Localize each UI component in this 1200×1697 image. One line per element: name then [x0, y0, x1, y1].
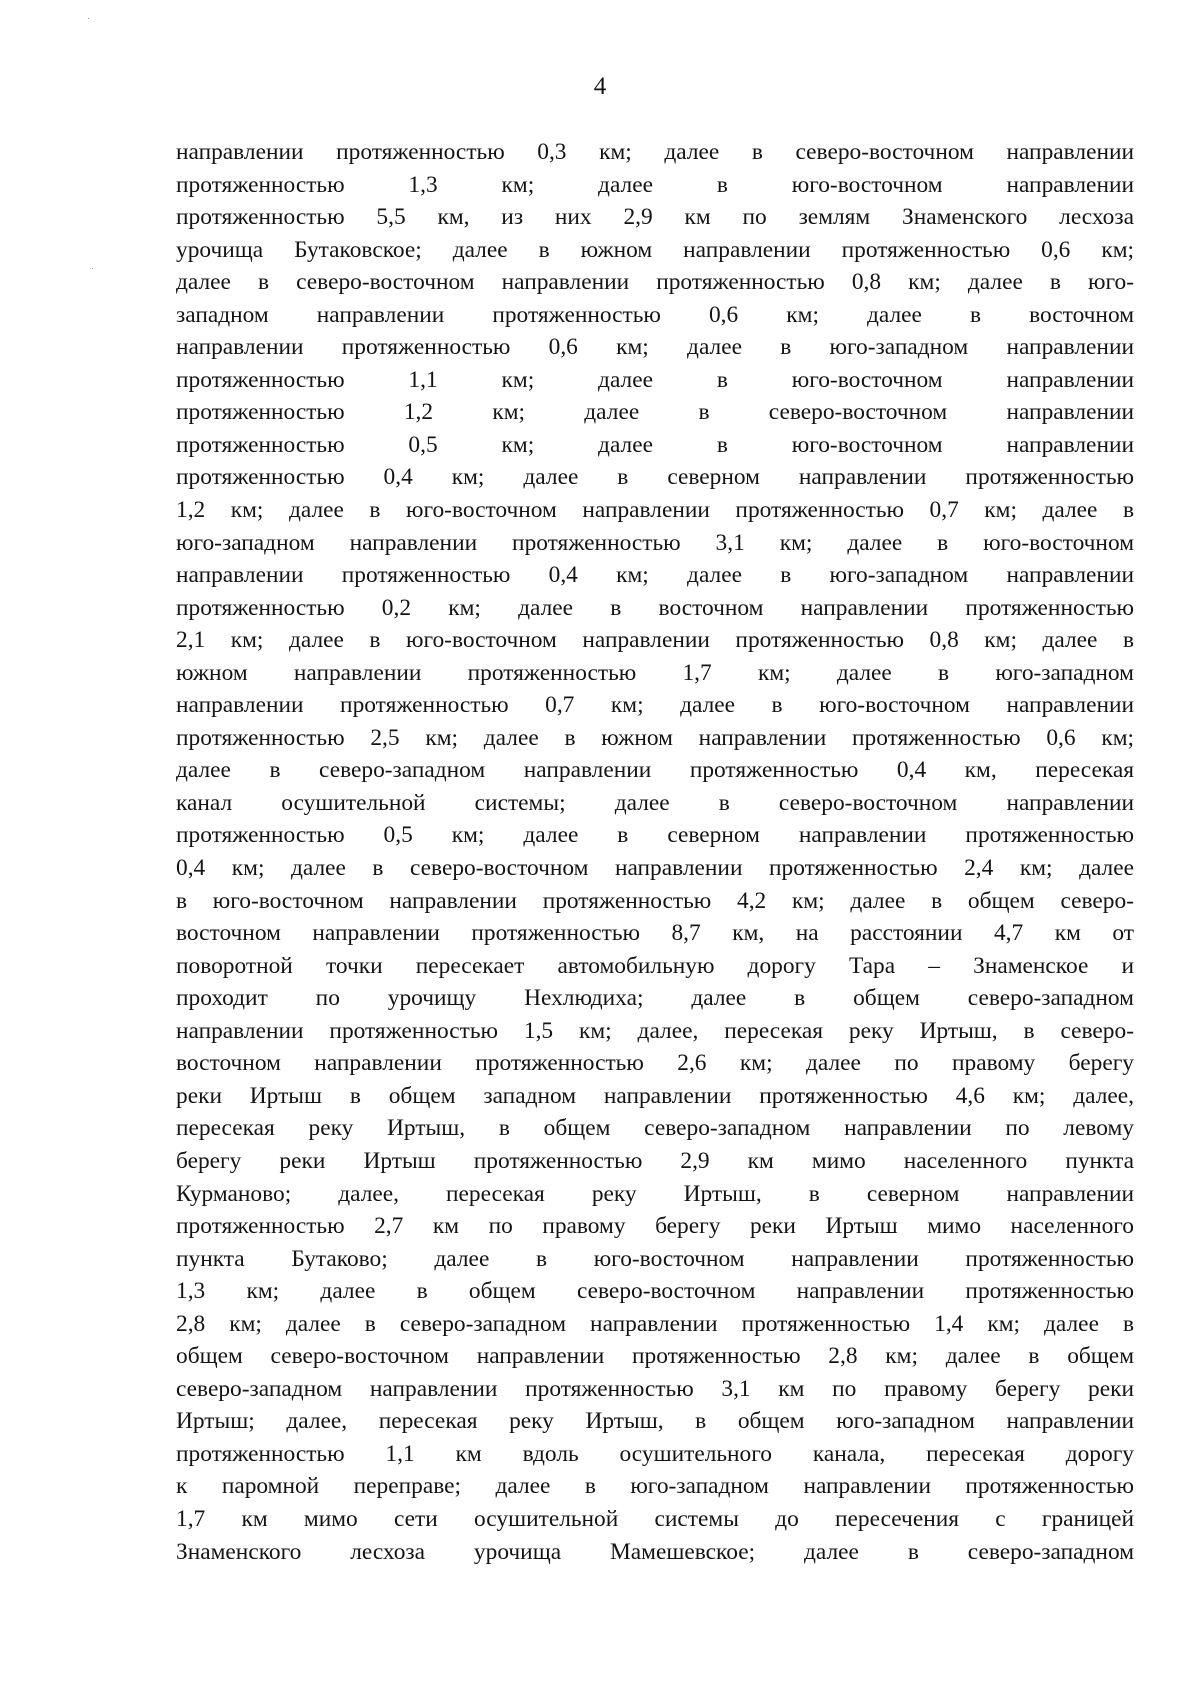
scan-speck	[92, 268, 93, 269]
text-line: берегу реки Иртыш протяженностью 2,9 км мимо населенного пункта	[176, 1147, 1134, 1174]
text-line: протяженностью 0,5 км; далее в северном направлении протяженностью	[176, 822, 1134, 849]
text-line: восточном направлении протяженностью 2,6 км; далее по правому берегу	[176, 1050, 1134, 1077]
text-line: направлении протяженностью 0,7 км; далее в юго-восточном направлении	[176, 692, 1134, 719]
scan-speck	[88, 18, 89, 19]
text-line: протяженностью 1,2 км; далее в северо-восточном направлении	[176, 399, 1134, 426]
text-line: протяженностью 0,4 км; далее в северном направлении протяженностью	[176, 464, 1134, 491]
text-line: юго-западном направлении протяженностью 3,1 км; далее в юго-восточном	[176, 529, 1134, 556]
text-line: Курманово; далее, пересекая реку Иртыш, в северном направлении	[176, 1180, 1134, 1207]
text-line: проходит по урочищу Нехлюдиха; далее в общем северо-западном	[176, 985, 1134, 1012]
text-line: направлении протяженностью 1,5 км; далее, пересекая реку Иртыш, в северо-	[176, 1017, 1134, 1044]
text-line: восточном направлении протяженностью 8,7 км, на расстоянии 4,7 км от	[176, 920, 1134, 947]
text-line: канал осушительной системы; далее в северо-восточном направлении	[176, 789, 1134, 816]
text-line: 1,3 км; далее в общем северо-восточном направлении протяженностью	[176, 1278, 1134, 1305]
text-line: северо-западном направлении протяженностью 3,1 км по правому берегу реки	[176, 1375, 1134, 1402]
text-line: направлении протяженностью 0,6 км; далее в юго-западном направлении	[176, 334, 1134, 361]
text-line: далее в северо-западном направлении протяженностью 0,4 км, пересекая	[176, 757, 1134, 784]
text-line: протяженностью 1,1 км; далее в юго-восточном направлении	[176, 366, 1134, 393]
text-line: направлении протяженностью 0,3 км; далее в северо-восточном направлении	[176, 139, 1134, 165]
text-line: 2,1 км; далее в юго-восточном направлении протяженностью 0,8 км; далее в	[176, 627, 1134, 654]
text-line: 0,4 км; далее в северо-восточном направлении протяженностью 2,4 км; далее	[176, 855, 1134, 882]
text-line: протяженностью 2,7 км по правому берегу реки Иртыш мимо населенного	[176, 1213, 1134, 1240]
body-text	[176, 136, 1134, 1568]
text-line: западном направлении протяженностью 0,6 км; далее в восточном	[176, 301, 1134, 328]
text-line: 1,2 км; далее в юго-восточном направлении протяженностью 0,7 км; далее в	[176, 497, 1134, 524]
text-line: к паромной переправе; далее в юго-западном направлении протяженностью	[176, 1473, 1134, 1500]
text-line: общем северо-восточном направлении протяженностью 2,8 км; далее в общем	[176, 1343, 1134, 1370]
text-line: протяженностью 2,5 км; далее в южном направлении протяженностью 0,6 км;	[176, 724, 1134, 751]
text-line: 1,7 км мимо сети осушительной системы до пересечения с границей	[176, 1505, 1134, 1532]
text-line: протяженностью 0,2 км; далее в восточном направлении протяженностью	[176, 594, 1134, 621]
text-line: поворотной точки пересекает автомобильную дорогу Тара – Знаменское и	[176, 952, 1134, 979]
text-line: далее в северо-восточном направлении протяженностью 0,8 км; далее в юго-	[176, 269, 1134, 296]
page-number: 4	[593, 73, 607, 100]
text-line: Иртыш; далее, пересекая реку Иртыш, в общем юго-западном направлении	[176, 1408, 1134, 1435]
text-line: Знаменского лесхоза урочища Мамешевское; далее в северо-западном	[176, 1538, 1134, 1565]
text-line: урочища Бутаковское; далее в южном направлении протяженностью 0,6 км;	[176, 236, 1134, 263]
text-line: реки Иртыш в общем западном направлении протяженностью 4,6 км; далее,	[176, 1082, 1134, 1109]
text-line: протяженностью 5,5 км, из них 2,9 км по землям Знаменского лесхоза	[176, 204, 1134, 231]
text-line: направлении протяженностью 0,4 км; далее в юго-западном направлении	[176, 562, 1134, 589]
text-line: пересекая реку Иртыш, в общем северо-западном направлении по левому	[176, 1115, 1134, 1142]
text-line: 2,8 км; далее в северо-западном направлении протяженностью 1,4 км; далее в	[176, 1310, 1134, 1337]
text-line: протяженностью 1,1 км вдоль осушительного канала, пересекая дорогу	[176, 1440, 1134, 1467]
text-line: в юго-восточном направлении протяженностью 4,2 км; далее в общем северо-	[176, 887, 1134, 914]
text-line: южном направлении протяженностью 1,7 км; далее в юго-западном	[176, 659, 1134, 686]
text-line: пункта Бутаково; далее в юго-восточном направлении протяженностью	[176, 1245, 1134, 1272]
text-line: протяженностью 0,5 км; далее в юго-восточном направлении	[176, 431, 1134, 458]
text-line: протяженностью 1,3 км; далее в юго-восточном направлении	[176, 171, 1134, 198]
